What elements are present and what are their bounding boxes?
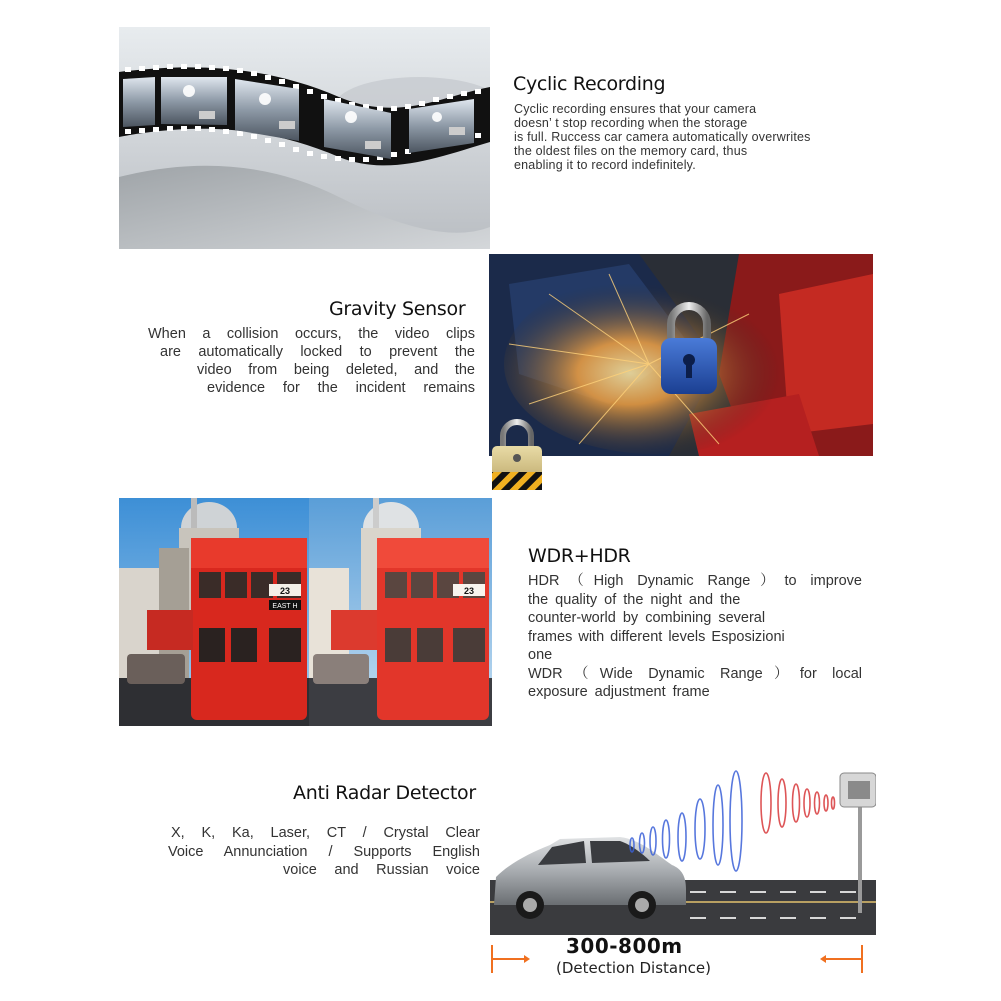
gravity-sensor-title: Gravity Sensor: [329, 298, 466, 320]
cyclic-recording-title: Cyclic Recording: [513, 73, 666, 95]
radar-line-1: X, K, Ka, Laser, CT / Crystal Clear: [171, 825, 480, 841]
radar-wave-icon: [761, 773, 835, 833]
wdr-line-6: WDR（Wide Dynamic Range）for local: [528, 665, 862, 682]
anti-radar-text: [168, 824, 480, 880]
gravity-line-3: video from being deleted, and the: [197, 362, 475, 378]
wdr-hdr-comparison-image: [119, 498, 492, 726]
bus-route-number-left: 23: [279, 586, 291, 596]
radar-line-3: voice and Russian voice: [283, 862, 480, 878]
bus-route-number-right: 23: [463, 586, 475, 596]
gravity-line-4: evidence for the incident remains: [207, 380, 475, 396]
wdr-line-5: one: [528, 647, 553, 663]
gravity-line-2: are automatically locked to prevent the: [160, 344, 475, 360]
collision-image: [489, 254, 873, 456]
wdr-line-4: frames with different levels Esposizioni: [528, 628, 785, 645]
cyclic-line-5: enabling it to record indefinitely.: [514, 158, 696, 172]
cyclic-recording-text: [514, 102, 811, 172]
cyclic-recording-image: [119, 27, 490, 249]
detection-distance-value: 300-800m: [566, 934, 683, 958]
wdr-line-1: HDR（High Dynamic Range）to improve: [528, 573, 862, 589]
cyclic-line-1: Cyclic recording ensures that your camera: [514, 102, 757, 116]
cyclic-line-3: is full. Ruccess car camera automatically overwrites: [514, 130, 811, 144]
padlock-icon: [488, 418, 546, 492]
wdr-line-7: exposure adjustment frame: [528, 684, 710, 700]
cyclic-line-2: doesn’ t stop recording when the storage: [514, 116, 748, 130]
wdr-line-2: the quality of the night and the: [528, 591, 741, 608]
bus-destination-left: EAST H: [272, 603, 298, 610]
wdr-hdr-title: WDR+HDR: [528, 545, 631, 567]
anti-radar-title: Anti Radar Detector: [293, 782, 476, 804]
cyclic-line-4: the oldest files on the memory card, thus: [514, 144, 748, 158]
detection-distance-caption: (Detection Distance): [556, 959, 711, 977]
gravity-line-1: When a collision occurs, the video clips: [148, 326, 475, 342]
radar-detection-illustration: [490, 765, 876, 980]
gravity-sensor-text: [148, 325, 475, 397]
wdr-line-3: counter-world by combining several: [528, 610, 766, 626]
radar-line-2: Voice Annunciation / Supports English: [168, 843, 480, 860]
wdr-hdr-text: [528, 572, 862, 702]
